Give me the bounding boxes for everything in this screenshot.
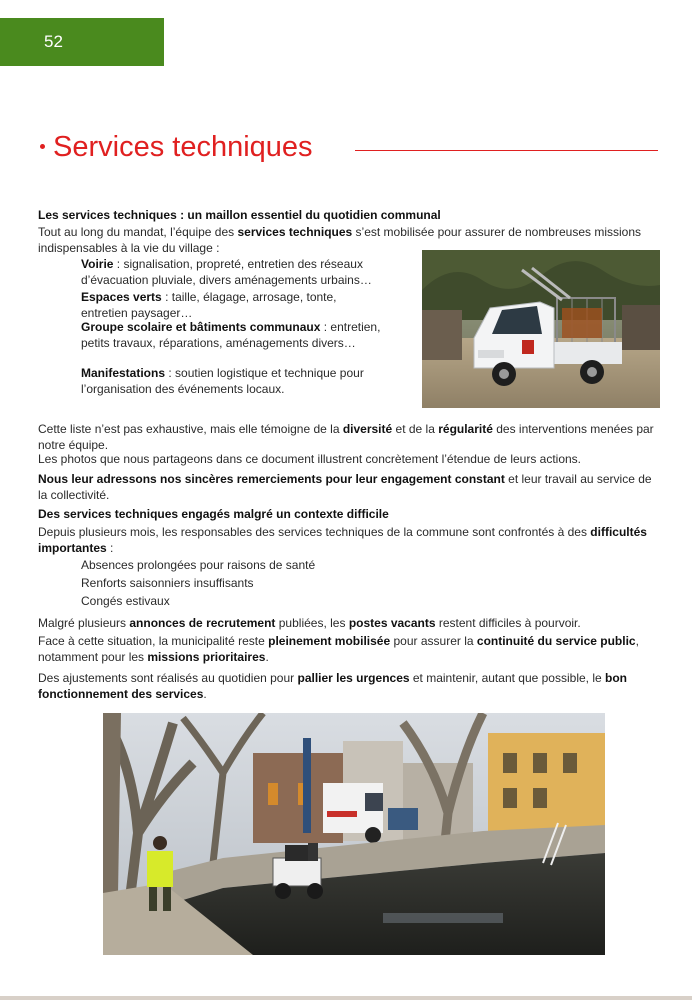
truck-photo	[422, 250, 660, 408]
mission-text: : soutien logistique et technique pour l’organisation des événements locaux.	[81, 366, 364, 396]
mission-item-manifestations	[81, 366, 406, 397]
para-text: , notamment pour les	[38, 634, 639, 664]
section2-heading: Des services techniques engagés malgré un contexte difficile	[38, 507, 389, 521]
para-text: et maintenir, autant que possible, le	[409, 671, 606, 685]
para-text: et de la	[392, 422, 439, 436]
page-number-tab	[0, 18, 164, 66]
intro-text: Tout au long du mandat, l’équipe des	[38, 225, 238, 239]
page-bottom-border	[0, 996, 692, 1000]
section1-heading: Les services techniques : un maillon essentiel du quotidien communal	[38, 208, 441, 222]
thanks-bold: Nous leur adressons nos sincères remerciements pour leur engagement constant	[38, 472, 505, 486]
section2-intro	[38, 525, 660, 556]
section1-paragraph-thanks	[38, 472, 660, 503]
mission-item-espaces-verts	[81, 290, 381, 321]
mission-item-voirie	[81, 257, 406, 288]
para-bold: pleinement mobilisée	[268, 634, 391, 648]
para-bold: diversité	[342, 422, 393, 436]
para-text: Malgré plusieurs	[38, 616, 130, 630]
para-bold: difficultés importantes	[38, 525, 647, 555]
para-bold: continuité du service public	[476, 634, 636, 648]
para-bold: missions prioritaires	[147, 649, 266, 664]
mission-label: Manifestations	[81, 366, 166, 380]
mission-label: Groupe scolaire et bâtiments communaux	[81, 320, 321, 334]
mission-label: Voirie	[81, 257, 114, 271]
para-text: Des ajustements sont réalisés au quotidien pour	[38, 671, 298, 685]
para-text: .	[265, 649, 269, 664]
intro-bold: services techniques	[237, 225, 353, 239]
para-bold: pallier les urgences	[297, 671, 410, 685]
mission-text: : signalisation, propreté, entretien des réseaux d’évacuation pluviale, divers aménagements urbains…	[81, 257, 372, 287]
page-number: 52	[44, 32, 63, 51]
para-bold: régularité	[438, 422, 493, 436]
difficulty-list-item: Renforts saisonniers insuffisants	[81, 576, 254, 590]
section1-paragraph-photos: Les photos que nous partageons dans ce document illustrent concrètement l’étendue de leurs actions.	[38, 452, 582, 466]
para-bold: bon fonctionnement des services	[38, 671, 628, 701]
section1-paragraph-diversity	[38, 422, 660, 453]
title-bullet	[40, 144, 45, 149]
para-text: Depuis plusieurs mois, les responsables des services techniques de la commune sont confrontés à des	[38, 525, 591, 539]
page-title-text: Services techniques	[53, 131, 313, 163]
para-text: publiées, les	[275, 616, 349, 630]
section2-paragraph-recruitment	[38, 616, 660, 632]
truck-photo-illustration	[422, 250, 660, 408]
para-text: restent difficiles à pourvoir.	[435, 616, 581, 630]
para-text: Cette liste n’est pas exhaustive, mais elle témoigne de la	[38, 422, 343, 436]
mission-label: Espaces verts	[81, 290, 162, 304]
intro-text-end: s’est mobilisée pour assurer de nombreuses missions indispensables à la vie du village :	[38, 225, 642, 255]
mission-text: : taille, élagage, arrosage, tonte, entretien paysager…	[81, 290, 337, 320]
mission-item-groupe-scolaire	[81, 320, 406, 351]
para-bold: postes vacants	[348, 616, 436, 630]
basin-cleaning-photo	[103, 713, 605, 955]
para-text: :	[106, 540, 114, 555]
para-bold: annonces de recrutement	[129, 616, 276, 630]
section2-paragraph-mobilisation	[38, 634, 660, 665]
difficulty-list-item: Congés estivaux	[81, 594, 170, 608]
mission-text: : entretien, petits travaux, réparations, aménagements divers…	[81, 320, 381, 350]
title-rule	[355, 150, 658, 151]
thanks-text: et leur travail au service de la collectivité.	[38, 472, 652, 502]
page-title	[40, 128, 313, 168]
para-text: des interventions menées par notre équipe.	[38, 422, 654, 452]
para-text: .	[203, 686, 207, 701]
basin-cleaning-illustration	[103, 713, 605, 955]
section2-paragraph-adjustments	[38, 671, 660, 702]
difficulty-list-item: Absences prolongées pour raisons de santé	[81, 558, 316, 572]
para-text: pour assurer la	[390, 634, 477, 648]
para-text: Face à cette situation, la municipalité reste	[38, 634, 269, 648]
